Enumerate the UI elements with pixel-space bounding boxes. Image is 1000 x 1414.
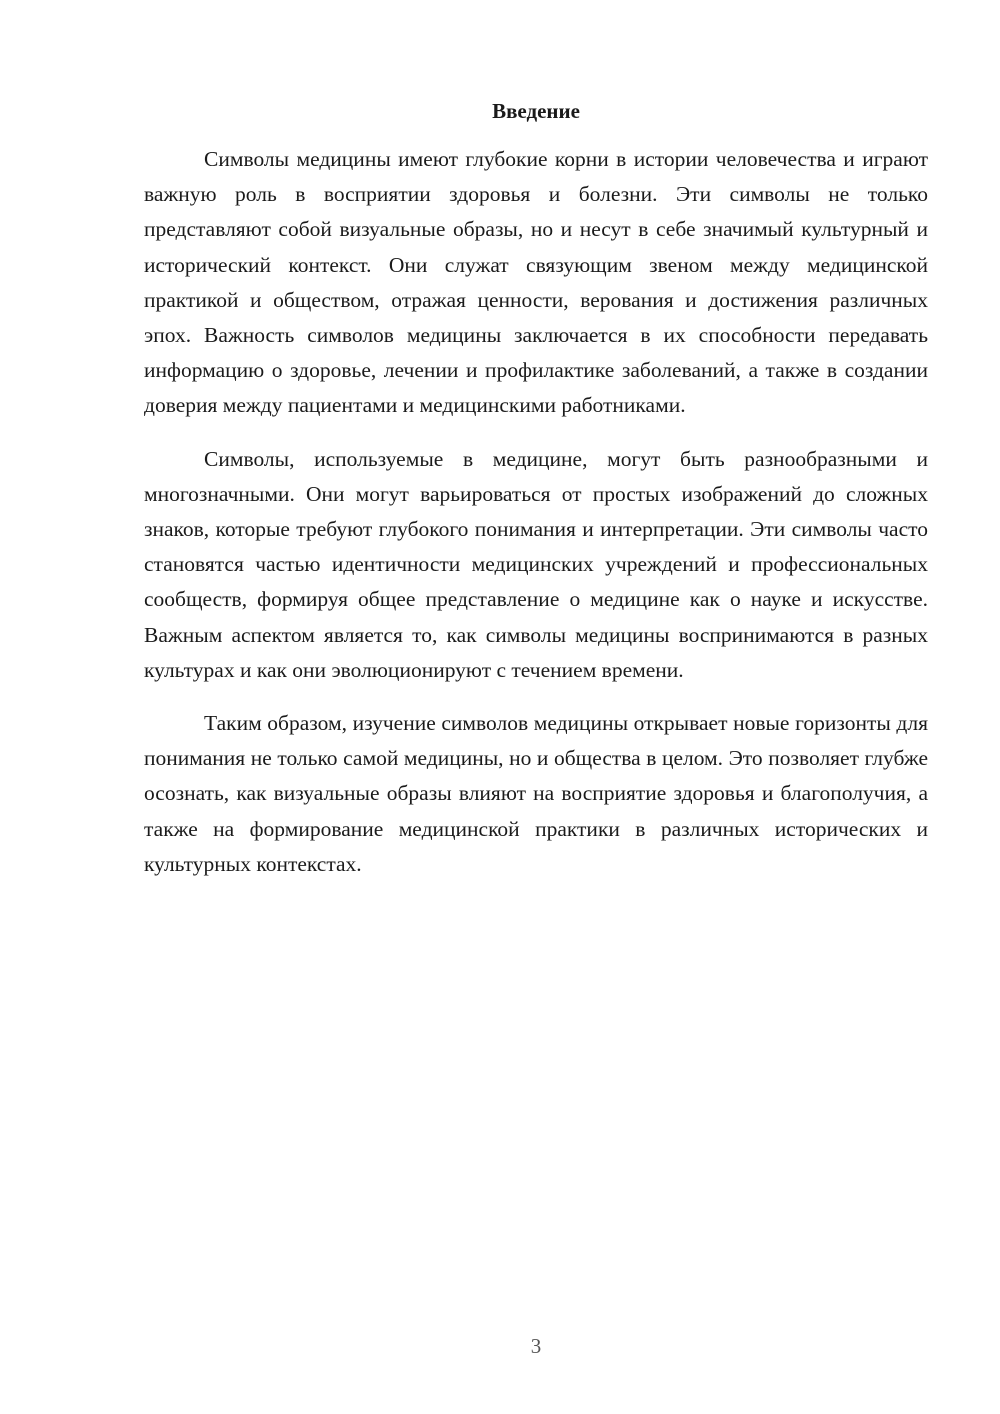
paragraph-3: Таким образом, изучение символов медицины открывает новые горизонты для понимания не только самой медицины, но и общества в целом. Это позволяет глубже осознать, как визуальные образы влияют на восприятие здоровья и благополучия, а также на формирование медицинской практики в различных исторических и культурных контекстах. bbox=[144, 711, 928, 876]
section-heading: Введение bbox=[492, 99, 580, 123]
page-number: 3 bbox=[530, 1334, 542, 1358]
paragraph-1: Символы медицины имеют глубокие корни в истории человечества и играют важную роль в восприятии здоровья и болезни. Эти символы не только представляют собой визуальные образы, но и несут в себе значимый культурный и исторический контекст. Они служат связующим звеном между медицинской практикой и обществом, отражая ценности, верования и достижения различных эпох. Важность символов медицины заключается в их способности передавать информацию о здоровье, лечении и профилактике заболеваний, а также в создании доверия между пациентами и медицинскими работниками. bbox=[144, 147, 928, 418]
paragraph-2: Символы, используемые в медицине, могут быть разнообразными и многозначными. Они могут варьироваться от простых изображений до сложных знаков, которые требуют глубокого понимания и интерпретации. Эти символы часто становятся частью идентичности медицинских учреждений и профессиональных сообществ, формируя общее представление о медицине как о науке и искусстве. Важным аспектом является то, как символы медицины воспринимаются в разных культурах и как они эволюционируют с течением времени. bbox=[144, 446, 928, 682]
body-text bbox=[144, 142, 928, 900]
